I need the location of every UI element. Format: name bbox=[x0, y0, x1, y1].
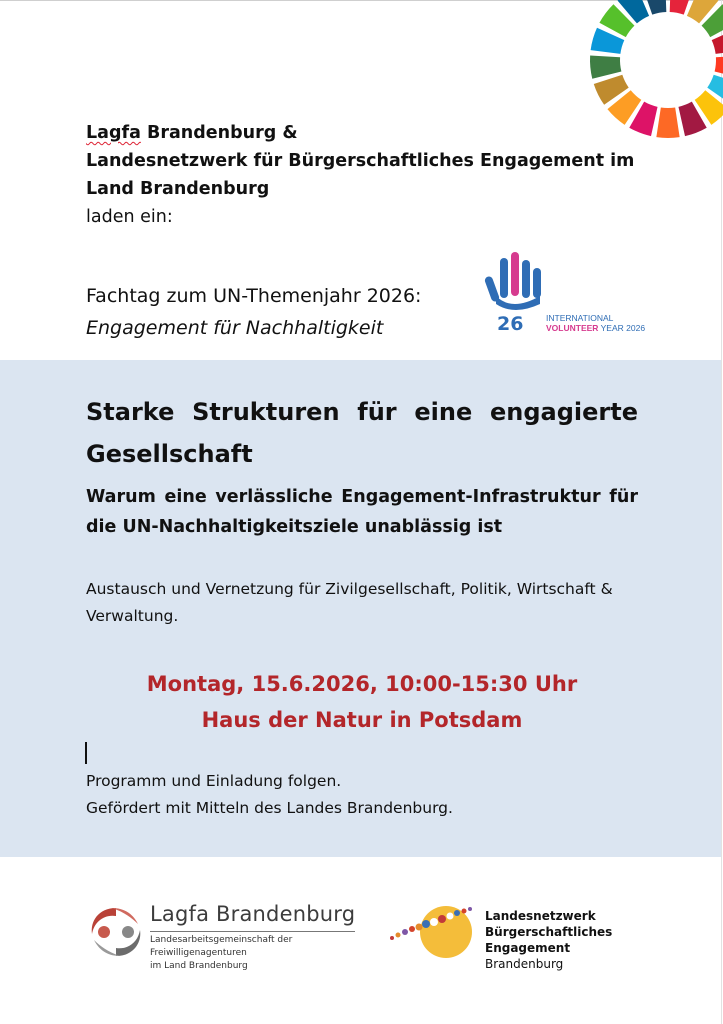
sdg-wheel-segment bbox=[715, 56, 723, 79]
landesnetzwerk-name bbox=[485, 908, 648, 972]
lagfa-name: Lagfa Brandenburg bbox=[150, 902, 356, 926]
event-notes bbox=[86, 768, 646, 822]
ivy-line2-bold: VOLUNTEER bbox=[546, 323, 599, 333]
sdg-wheel-segment bbox=[656, 107, 679, 138]
note-funding: Gefördert mit Mitteln des Landes Brandenburg. bbox=[86, 799, 453, 817]
event-subheadline: Warum eine verlässliche Engagement-Infrastruktur für die UN-Nachhaltigkeitsziele unablässig ist bbox=[86, 487, 638, 537]
sdg-wheel-segment bbox=[590, 56, 621, 79]
international-volunteer-year-logo bbox=[484, 250, 664, 336]
fachtag-block bbox=[86, 280, 421, 344]
lnw-line2: Bürgerschaftliches bbox=[485, 925, 613, 939]
organizer-lagfa-word: Lagfa bbox=[86, 123, 141, 143]
lagfa-logo bbox=[86, 902, 356, 971]
lnw-line3-bold: Engagement bbox=[485, 941, 571, 955]
fachtag-title: Fachtag zum UN-Themenjahr 2026: bbox=[86, 285, 422, 307]
organizer-line1-rest: Brandenburg & bbox=[140, 123, 298, 143]
hand-icon bbox=[484, 252, 541, 310]
note-program: Programm und Einladung folgen. bbox=[86, 772, 342, 790]
ivy-line1: INTERNATIONAL bbox=[546, 313, 614, 323]
lagfa-subtitle bbox=[150, 934, 360, 973]
lagfa-sub-line2: im Land Brandenburg bbox=[150, 961, 248, 971]
lnw-line1: Landesnetzwerk bbox=[485, 909, 596, 923]
event-headline: Starke Strukturen für eine engagierte Gesellschaft bbox=[86, 398, 638, 468]
text-cursor bbox=[85, 742, 87, 764]
event-date-venue bbox=[86, 666, 638, 738]
event-venue: Haus der Natur in Potsdam bbox=[201, 708, 523, 732]
invitation-line: laden ein: bbox=[86, 207, 173, 227]
organizer-line2: Landesnetzwerk für Bürgerschaftliches Engagement im bbox=[86, 151, 635, 171]
lagfa-sub-line1: Landesarbeitsgemeinschaft der Freiwilligenagenturen bbox=[150, 935, 293, 958]
lnw-line3-rest: Brandenburg bbox=[485, 957, 564, 971]
lnw-line3 bbox=[485, 940, 648, 972]
organizer-line3: Land Brandenburg bbox=[86, 179, 270, 199]
event-description: Austausch und Vernetzung für Zivilgesellschaft, Politik, Wirtschaft & Verwaltung. bbox=[86, 580, 613, 625]
ivy-line2 bbox=[546, 323, 645, 333]
landesnetzwerk-logo bbox=[388, 900, 648, 971]
event-date-time: Montag, 15.6.2026, 10:00-15:30 Uhr bbox=[146, 672, 578, 696]
lagfa-emblem-icon bbox=[86, 902, 146, 962]
ivy-line2-rest: YEAR 2026 bbox=[598, 323, 646, 333]
lagfa-divider bbox=[150, 931, 355, 932]
organizers-block bbox=[86, 119, 634, 231]
fachtag-motto: Engagement für Nachhaltigkeit bbox=[86, 317, 384, 339]
landesnetzwerk-dots-icon bbox=[388, 900, 484, 964]
ivy-number: 26 bbox=[497, 313, 524, 335]
page-right-border bbox=[721, 0, 722, 1024]
